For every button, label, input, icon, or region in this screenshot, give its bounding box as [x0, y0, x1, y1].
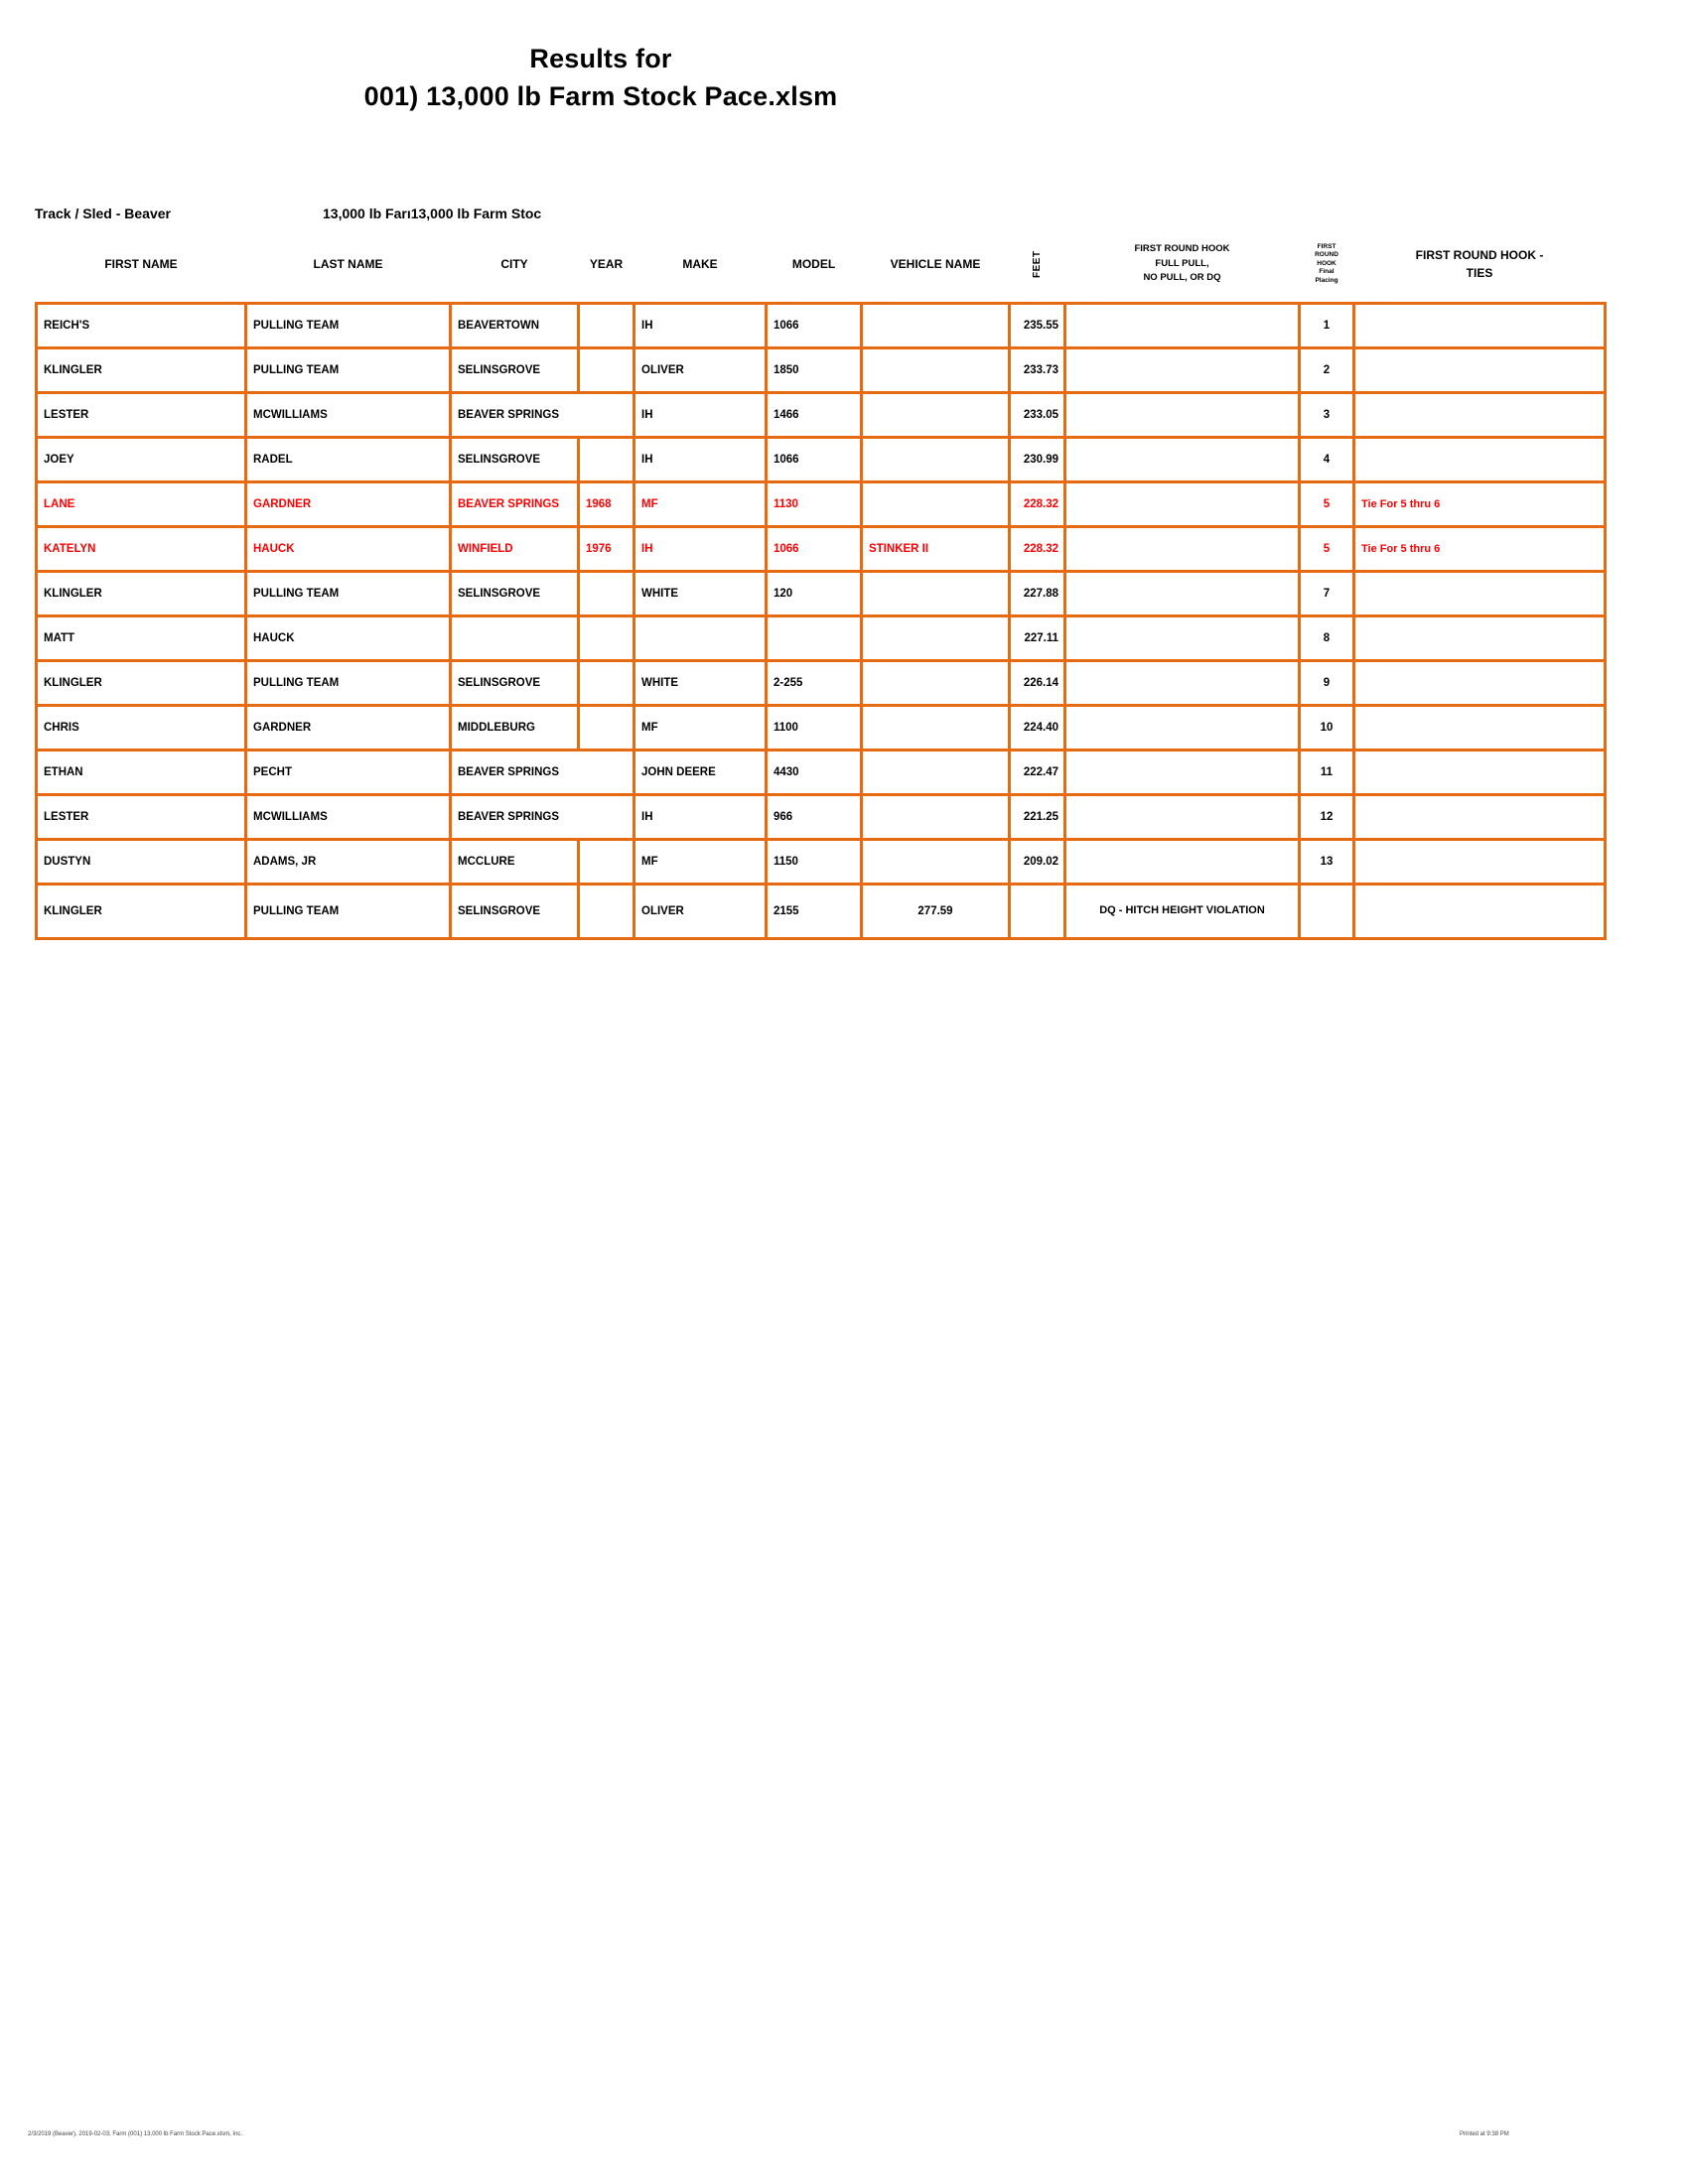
cell-vehicle-name [862, 304, 1010, 348]
cell-year [579, 572, 634, 616]
cell-city-year-merged: BEAVER SPRINGS [451, 795, 634, 840]
cell-city: WINFIELD [451, 527, 579, 572]
cell-feet [1010, 885, 1065, 939]
cell-year [579, 706, 634, 751]
col-header-city: CITY [500, 256, 528, 271]
cell-first-round-hook-result [1065, 706, 1300, 751]
cell-first-name: LANE [37, 482, 246, 527]
cell-city: MIDDLEBURG [451, 706, 579, 751]
cell-model: 1130 [767, 482, 862, 527]
cell-model: 1100 [767, 706, 862, 751]
cell-model: 1066 [767, 527, 862, 572]
col-header-feet [1010, 226, 1065, 304]
cell-vehicle-name [862, 795, 1010, 840]
cell-final-placing: 12 [1300, 795, 1354, 840]
cell-first-name: ETHAN [37, 751, 246, 795]
cell-ties [1354, 572, 1606, 616]
cell-year [579, 661, 634, 706]
class-label: 13,000 lb Farı13,000 lb Farm Stoc [323, 205, 542, 221]
cell-make: IH [634, 527, 767, 572]
cell-year [579, 348, 634, 393]
cell-feet: 222.47 [1010, 751, 1065, 795]
cell-make [634, 616, 767, 661]
cell-vehicle-name [862, 751, 1010, 795]
cell-year [579, 885, 634, 939]
cell-first-name: MATT [37, 616, 246, 661]
cell-feet: 227.88 [1010, 572, 1065, 616]
col-header-first-round-hook-result: FIRST ROUND HOOK FULL PULL, NO PULL, OR DQ [1134, 242, 1230, 284]
cell-first-round-hook-result [1065, 527, 1300, 572]
cell-model: 1066 [767, 438, 862, 482]
cell-year [579, 438, 634, 482]
cell-final-placing: 3 [1300, 393, 1354, 438]
cell-make: IH [634, 438, 767, 482]
cell-last-name: PULLING TEAM [246, 572, 451, 616]
cell-first-name: REICH'S [37, 304, 246, 348]
cell-last-name: GARDNER [246, 706, 451, 751]
cell-make: MF [634, 706, 767, 751]
cell-vehicle-name [862, 348, 1010, 393]
cell-final-placing: 10 [1300, 706, 1354, 751]
cell-feet: 230.99 [1010, 438, 1065, 482]
cell-vehicle-name [862, 572, 1010, 616]
cell-vehicle-name [862, 393, 1010, 438]
cell-model: 1150 [767, 840, 862, 885]
cell-vehicle-name [862, 706, 1010, 751]
cell-vehicle-name: 277.59 [862, 885, 1010, 939]
cell-make: MF [634, 482, 767, 527]
table-row [37, 885, 1606, 939]
cell-last-name: MCWILLIAMS [246, 795, 451, 840]
cell-city: SELINSGROVE [451, 348, 579, 393]
cell-make: JOHN DEERE [634, 751, 767, 795]
cell-ties [1354, 348, 1606, 393]
col-header-ties: FIRST ROUND HOOK - TIES [1415, 248, 1544, 280]
cell-feet: 235.55 [1010, 304, 1065, 348]
cell-final-placing: 5 [1300, 527, 1354, 572]
table-row [37, 840, 1606, 885]
header-row [37, 226, 1606, 304]
cell-first-round-hook-result [1065, 840, 1300, 885]
table-row [37, 616, 1606, 661]
cell-model: 1066 [767, 304, 862, 348]
results-table-body [37, 304, 1606, 939]
table-row [37, 706, 1606, 751]
footer-file-info: 2/3/2019 (Beaver), 2019-02-03; Farm (001) 13,000 lb Farm Stock Pace.xlsm, Inc. [28, 2131, 243, 2137]
cell-feet: 224.40 [1010, 706, 1065, 751]
cell-last-name: PULLING TEAM [246, 304, 451, 348]
cell-ties [1354, 304, 1606, 348]
cell-make: IH [634, 304, 767, 348]
footer-print-info: Printed at 9:38 PM [1460, 2131, 1509, 2137]
cell-city: SELINSGROVE [451, 885, 579, 939]
cell-feet: 209.02 [1010, 840, 1065, 885]
cell-model: 2-255 [767, 661, 862, 706]
col-header-vehicle-name: VEHICLE NAME [890, 256, 981, 271]
cell-ties [1354, 751, 1606, 795]
cell-first-round-hook-result: DQ - HITCH HEIGHT VIOLATION [1065, 885, 1300, 939]
cell-feet: 228.32 [1010, 527, 1065, 572]
cell-city: BEAVER SPRINGS [451, 482, 579, 527]
cell-first-name: KLINGLER [37, 348, 246, 393]
col-header-first-name: FIRST NAME [104, 256, 178, 271]
table-row [37, 572, 1606, 616]
cell-ties [1354, 393, 1606, 438]
cell-city [451, 616, 579, 661]
cell-final-placing: 13 [1300, 840, 1354, 885]
cell-feet: 233.73 [1010, 348, 1065, 393]
cell-year [579, 616, 634, 661]
cell-vehicle-name [862, 482, 1010, 527]
cell-model: 2155 [767, 885, 862, 939]
cell-first-round-hook-result [1065, 482, 1300, 527]
cell-final-placing: 1 [1300, 304, 1354, 348]
cell-feet: 228.32 [1010, 482, 1065, 527]
cell-first-name: CHRIS [37, 706, 246, 751]
cell-year [579, 304, 634, 348]
cell-last-name: PULLING TEAM [246, 885, 451, 939]
cell-final-placing: 4 [1300, 438, 1354, 482]
cell-first-round-hook-result [1065, 304, 1300, 348]
cell-final-placing: 2 [1300, 348, 1354, 393]
cell-vehicle-name: STINKER II [862, 527, 1010, 572]
cell-first-round-hook-result [1065, 572, 1300, 616]
cell-model: 1850 [767, 348, 862, 393]
cell-first-name: LESTER [37, 393, 246, 438]
col-header-year: YEAR [589, 256, 624, 271]
cell-city: SELINSGROVE [451, 572, 579, 616]
cell-vehicle-name [862, 840, 1010, 885]
cell-first-round-hook-result [1065, 438, 1300, 482]
col-header-model: MODEL [791, 256, 836, 271]
cell-year: 1976 [579, 527, 634, 572]
cell-make: MF [634, 840, 767, 885]
cell-make: WHITE [634, 572, 767, 616]
cell-ties [1354, 795, 1606, 840]
cell-first-round-hook-result [1065, 795, 1300, 840]
cell-model: 1466 [767, 393, 862, 438]
cell-first-name: KLINGLER [37, 885, 246, 939]
cell-city: MCCLURE [451, 840, 579, 885]
table-row [37, 304, 1606, 348]
feet-rotated-label: FEET [1031, 250, 1043, 278]
cell-ties [1354, 840, 1606, 885]
col-header-last-name: LAST NAME [313, 256, 383, 271]
cell-first-round-hook-result [1065, 348, 1300, 393]
cell-model [767, 616, 862, 661]
cell-ties: Tie For 5 thru 6 [1354, 527, 1606, 572]
cell-final-placing: 7 [1300, 572, 1354, 616]
cell-first-name: LESTER [37, 795, 246, 840]
col-header-make: MAKE [682, 256, 718, 271]
cell-first-round-hook-result [1065, 616, 1300, 661]
cell-feet: 233.05 [1010, 393, 1065, 438]
cell-final-placing [1300, 885, 1354, 939]
cell-final-placing: 5 [1300, 482, 1354, 527]
cell-ties [1354, 706, 1606, 751]
cell-ties [1354, 616, 1606, 661]
cell-last-name: HAUCK [246, 527, 451, 572]
cell-year: 1968 [579, 482, 634, 527]
cell-make: OLIVER [634, 348, 767, 393]
cell-vehicle-name [862, 438, 1010, 482]
cell-first-name: KATELYN [37, 527, 246, 572]
cell-ties [1354, 885, 1606, 939]
cell-last-name: ADAMS, JR [246, 840, 451, 885]
cell-last-name: PULLING TEAM [246, 661, 451, 706]
cell-model: 4430 [767, 751, 862, 795]
table-row [37, 393, 1606, 438]
cell-make: IH [634, 795, 767, 840]
cell-final-placing: 11 [1300, 751, 1354, 795]
cell-city: SELINSGROVE [451, 438, 579, 482]
cell-first-name: KLINGLER [37, 572, 246, 616]
report-subtitle-filename: 001) 13,000 lb Farm Stock Pace.xlsm [363, 81, 838, 111]
cell-first-name: DUSTYN [37, 840, 246, 885]
cell-first-name: KLINGLER [37, 661, 246, 706]
cell-city-year-merged: BEAVER SPRINGS [451, 393, 634, 438]
cell-city: SELINSGROVE [451, 661, 579, 706]
cell-ties [1354, 438, 1606, 482]
cell-feet: 226.14 [1010, 661, 1065, 706]
table-row [37, 527, 1606, 572]
cell-last-name: GARDNER [246, 482, 451, 527]
cell-first-name: JOEY [37, 438, 246, 482]
cell-last-name: MCWILLIAMS [246, 393, 451, 438]
cell-last-name: PULLING TEAM [246, 348, 451, 393]
cell-make: OLIVER [634, 885, 767, 939]
cell-last-name: HAUCK [246, 616, 451, 661]
cell-model: 966 [767, 795, 862, 840]
table-row [37, 348, 1606, 393]
cell-vehicle-name [862, 616, 1010, 661]
cell-year [579, 840, 634, 885]
cell-make: IH [634, 393, 767, 438]
cell-ties: Tie For 5 thru 6 [1354, 482, 1606, 527]
cell-first-round-hook-result [1065, 751, 1300, 795]
cell-ties [1354, 661, 1606, 706]
cell-last-name: PECHT [246, 751, 451, 795]
cell-city: BEAVERTOWN [451, 304, 579, 348]
table-row [37, 795, 1606, 840]
cell-feet: 221.25 [1010, 795, 1065, 840]
cell-feet: 227.11 [1010, 616, 1065, 661]
cell-final-placing: 9 [1300, 661, 1354, 706]
cell-first-round-hook-result [1065, 393, 1300, 438]
table-row [37, 661, 1606, 706]
track-sled-label: Track / Sled - Beaver [35, 205, 171, 221]
results-table [35, 226, 1607, 940]
table-row [37, 438, 1606, 482]
col-header-final-placing: FIRST ROUND HOOK Final Placing [1315, 242, 1338, 284]
cell-city-year-merged: BEAVER SPRINGS [451, 751, 634, 795]
cell-vehicle-name [862, 661, 1010, 706]
cell-first-round-hook-result [1065, 661, 1300, 706]
table-row [37, 482, 1606, 527]
cell-model: 120 [767, 572, 862, 616]
cell-make: WHITE [634, 661, 767, 706]
cell-last-name: RADEL [246, 438, 451, 482]
cell-final-placing: 8 [1300, 616, 1354, 661]
report-title: Results for [529, 44, 672, 73]
table-row [37, 751, 1606, 795]
